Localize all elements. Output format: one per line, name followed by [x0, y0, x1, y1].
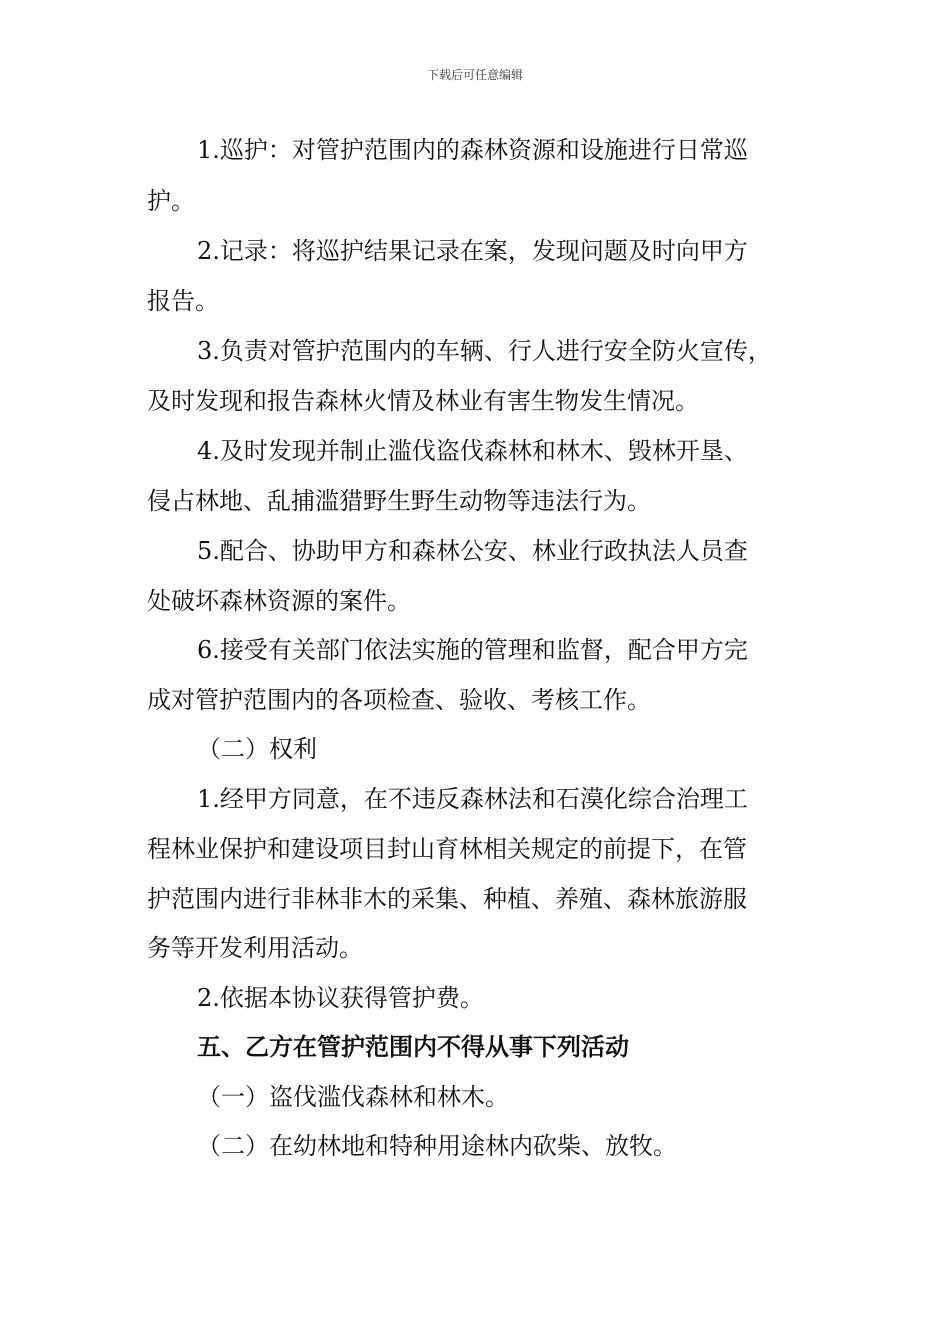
section-5-item-1: （一）盗伐滥伐森林和林木。	[197, 1083, 509, 1111]
right-1-line-4: 务等开发利用活动。	[147, 934, 363, 962]
header-note: 下载后可任意编辑	[426, 68, 523, 82]
section-5-heading: 五、乙方在管护范围内不得从事下列活动	[197, 1033, 629, 1061]
right-1-line-3: 护范围内进行非林非木的采集、种植、养殖、森林旅游服	[147, 885, 747, 913]
duty-6-line-2: 成对管护范围内的各项检查、验收、考核工作。	[147, 686, 651, 714]
duty-3-line-2: 及时发现和报告森林火情及林业有害生物发生情况。	[147, 387, 699, 415]
duty-3-line-1: 3.负责对管护范围内的车辆、行人进行安全防火宣传，	[197, 337, 772, 365]
section-5-item-2: （二）在幼林地和特种用途林内砍柴、放牧。	[197, 1132, 677, 1160]
duty-2-line-1: 2.记录：将巡护结果记录在案，发现问题及时向甲方	[197, 237, 748, 265]
duty-5-line-2: 处破坏森林资源的案件。	[147, 587, 411, 615]
right-2: 2.依据本协议获得管护费。	[197, 984, 484, 1012]
duty-4-line-2: 侵占林地、乱捕滥猎野生野生动物等违法行为。	[147, 487, 651, 515]
duty-1-line-1: 1.巡护：对管护范围内的森林资源和设施进行日常巡	[197, 136, 748, 164]
right-1-line-2: 程林业保护和建设项目封山育林相关规定的前提下，在管	[147, 835, 747, 863]
duty-5-line-1: 5.配合、协助甲方和森林公安、林业行政执法人员查	[197, 537, 748, 565]
duty-1-line-2: 护。	[147, 187, 195, 215]
right-1-line-1: 1.经甲方同意，在不违反森林法和石漠化综合治理工	[197, 785, 748, 813]
rights-heading: （二）权利	[197, 735, 317, 763]
duty-6-line-1: 6.接受有关部门依法实施的管理和监督，配合甲方完	[197, 636, 748, 664]
duty-2-line-2: 报告。	[147, 287, 219, 315]
duty-4-line-1: 4.及时发现并制止滥伐盗伐森林和林木、毁林开垦、	[197, 437, 748, 465]
